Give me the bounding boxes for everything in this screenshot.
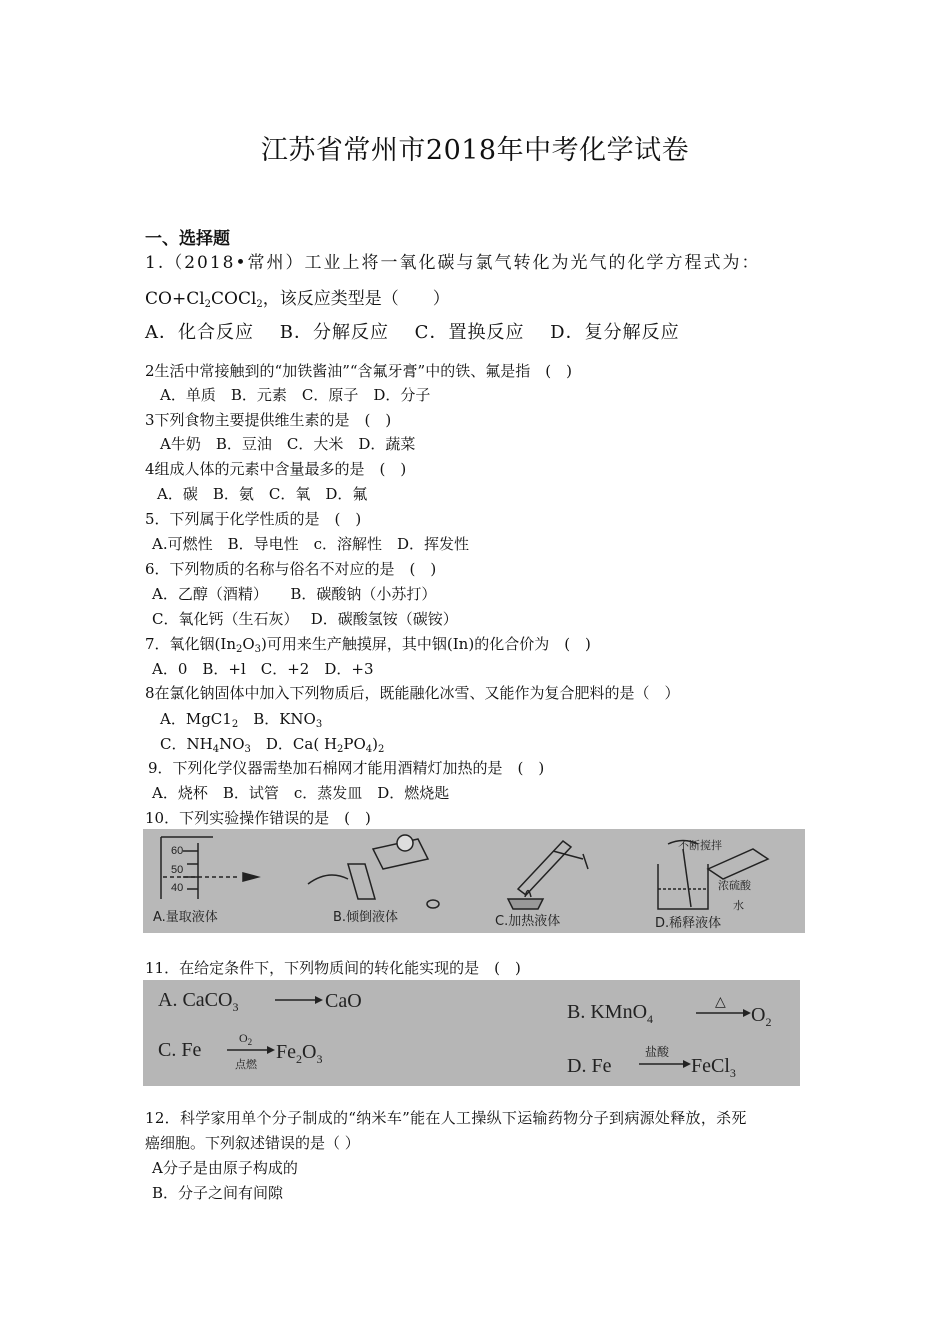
svg-text:40: 40 xyxy=(171,882,184,894)
q11-illustration xyxy=(143,980,800,1086)
label-stir: 不断搅拌 xyxy=(678,839,722,852)
q11-c-bottom: 点燃 xyxy=(235,1058,257,1071)
q7-stem: 7．氧化铟$(In_2O_3)$可用来生产触摸屏，其中铟(In)的化合价为 ( ) xyxy=(145,635,591,655)
q12-option-b: B．分子之间有间隙 xyxy=(152,1184,284,1202)
section-heading: 一、选择题 xyxy=(145,229,230,249)
label-acid: 浓硫酸 xyxy=(718,879,751,892)
page-title: 江苏省常州市2018年中考化学试卷 xyxy=(260,135,690,166)
q1-stem: 1.（2018•常州）工业上将一氧化碳与氯气转化为光气的化学方程式为： xyxy=(145,253,761,273)
label-water: 水 xyxy=(733,899,744,912)
q11-stem: 11．在给定条件下，下列物质间的转化能实现的是 ( ) xyxy=(145,959,521,977)
caption-c: C.加热液体 xyxy=(495,914,561,929)
q11-a-product: CaO xyxy=(325,990,362,1012)
q12-stem-2: 癌细胞。下列叙述错误的是（ ） xyxy=(145,1134,360,1152)
q11-d-top: 盐酸 xyxy=(645,1045,670,1059)
svg-text:60: 60 xyxy=(171,845,184,857)
q10-stem: 10．下列实验操作错误的是 ( ) xyxy=(145,809,371,827)
q11-d-product: FeCl$_3$ xyxy=(691,1055,736,1080)
svg-text:50: 50 xyxy=(171,864,184,876)
q11-b-reactant: B. KMnO$_4$ xyxy=(567,1001,654,1026)
q6-stem: 6．下列物质的名称与俗名不对应的是 ( ) xyxy=(145,560,437,578)
q7-options: A．0 B．+l C．+2 D．+3 xyxy=(152,660,374,678)
q11-b-condition: △ xyxy=(715,995,726,1010)
q4-stem: 4组成人体的元素中含量最多的是 ( ) xyxy=(145,460,407,478)
q3-stem: 3下列食物主要提供维生素的是 ( ) xyxy=(145,411,392,429)
q12-stem-1: 12．科学家用单个分子制成的“纳米车”能在人工操纵下运输药物分子到病源处释放，杀死 xyxy=(145,1109,747,1127)
q5-options: A.可燃性 B．导电性 c．溶解性 D．挥发性 xyxy=(152,535,470,553)
caption-d: D.稀释液体 xyxy=(655,916,722,931)
q8-options-cd: C．$NH_4NO_3$ D．Ca( $H_2PO_4)_2$ xyxy=(160,735,385,755)
caption-a: A.量取液体 xyxy=(153,910,218,925)
q9-stem: 9．下列化学仪器需垫加石棉网才能用酒精灯加热的是 ( ) xyxy=(148,759,545,777)
q5-stem: 5．下列属于化学性质的是 ( ) xyxy=(145,510,362,528)
q10-figure xyxy=(143,829,805,933)
q10-illustration xyxy=(143,829,805,933)
q11-c-top: $O_2$ xyxy=(239,1031,253,1047)
caption-b: B.倾倒液体 xyxy=(333,910,399,925)
q1-formula: $CO+Cl_2COCl_2$，该反应类型是（ ） xyxy=(145,289,450,310)
q1-options: A．化合反应 B．分解反应 C．置换反应 D．复分解反应 xyxy=(145,322,680,343)
q11-c-reactant: C. Fe xyxy=(158,1039,202,1061)
q11-d-reactant: D. Fe xyxy=(567,1055,612,1077)
q12-option-a: A分子是由原子构成的 xyxy=(152,1159,298,1177)
q8-stem: 8在氯化钠固体中加入下列物质后，既能融化冰雪、又能作为复合肥料的是（ ） xyxy=(145,684,680,702)
q11-figure xyxy=(143,980,800,1086)
q6-options-cd: C．氧化钙（生石灰） D．碳酸氢铵（碳铵） xyxy=(152,610,458,628)
q9-options: A．烧杯 B．试管 c．蒸发皿 D．燃烧匙 xyxy=(152,784,450,802)
q11-a-reactant: A. CaCO$_3$ xyxy=(158,989,239,1014)
q8-options-ab: A．$MgC1_2$ B．$KNO_3$ xyxy=(160,710,323,730)
q4-options: A．碳 B．氨 C．氧 D．氟 xyxy=(157,485,368,503)
q2-stem: 2生活中常接触到的“加铁酱油”“含氟牙膏”中的铁、氟是指 ( ) xyxy=(145,362,572,380)
q3-options: A牛奶 B．豆油 C．大米 D．蔬菜 xyxy=(160,435,416,453)
q6-options-ab: A．乙醇（酒精） B．碳酸钠（小苏打） xyxy=(152,585,437,603)
q11-b-product: $O_2$ xyxy=(751,1004,772,1029)
q11-c-product: $Fe_2O_3$ xyxy=(276,1041,323,1066)
q2-options: A．单质 B．元素 C．原子 D．分子 xyxy=(160,386,431,404)
